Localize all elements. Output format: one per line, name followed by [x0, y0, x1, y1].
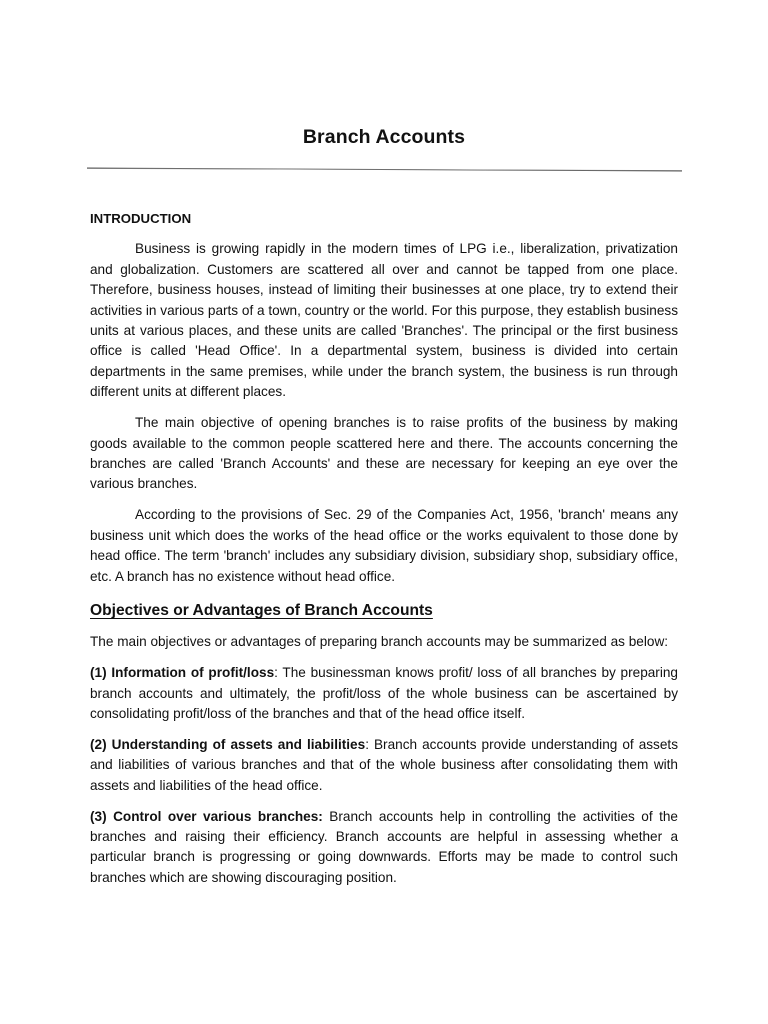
objective-item-1 [90, 663, 678, 724]
title-divider [87, 166, 682, 172]
objectives-heading: Objectives or Advantages of Branch Accounts [90, 601, 433, 619]
objective-item-3 [90, 807, 678, 889]
objectives-intro: The main objectives or advantages of preparing branch accounts may be summarized as below: [90, 634, 669, 650]
intro-label: INTRODUCTION [90, 211, 192, 226]
objective-3-text: Branch accounts help in controlling the activities of the branches and raising their efficiency. Branch accounts are helpful in assessing whether a particular branch is progressing or going downwards. Efforts may be made to control such branches which are showing discouraging position. [90, 808, 678, 885]
objective-1-lead: (1) Information of profit/loss [90, 665, 275, 681]
objective-2-text: : Branch accounts provide understanding of assets and liabilities of various branches and that of the whole business after consolidating them with assets and liabilities of the head office. [90, 736, 678, 793]
objective-item-2 [90, 735, 678, 796]
document-body [90, 209, 678, 899]
objective-2-lead: (2) Understanding of assets and liabilities [90, 736, 366, 752]
objective-3-lead: (3) Control over various branches: [90, 808, 323, 824]
divider-line [87, 166, 682, 172]
page-title: Branch Accounts [302, 126, 466, 148]
intro-paragraph-2: The main objective of opening branches is to raise profits of the business by making goods available to the common people scattered here and there. The accounts concerning the branches are called 'Branch Accounts' and these are necessary for keeping an eye over the various branches. [90, 415, 678, 492]
intro-paragraph-1: Business is growing rapidly in the modern times of LPG i.e., liberalization, privatization and globalization. Customers are scattered all over and cannot be tapped from one place. Therefore, business houses, instead of limiting their businesses at one place, try to extend their activities in various parts of a town, country or the world. For this purpose, they establish business units at various places, and these units are called 'Branches'. The principal or the first business office is called 'Head Office'. In a departmental system, business is divided into certain departments in the same premises, while under the branch system, the business is run through different units at different places. [90, 241, 678, 400]
objective-1-text: : The businessman knows profit/ loss of all branches by preparing branch accounts and ultimately, the profit/loss of the whole business can be ascertained by consolidating profit/loss of the branches and that of the head office itself. [90, 665, 678, 722]
intro-paragraph-3: According to the provisions of Sec. 29 of the Companies Act, 1956, 'branch' means any business unit which does the works of the head office or the works equivalent to those done by head office. The term 'branch' includes any subsidiary division, subsidiary shop, subsidiary office, etc. A branch has no existence without head office. [90, 507, 678, 584]
